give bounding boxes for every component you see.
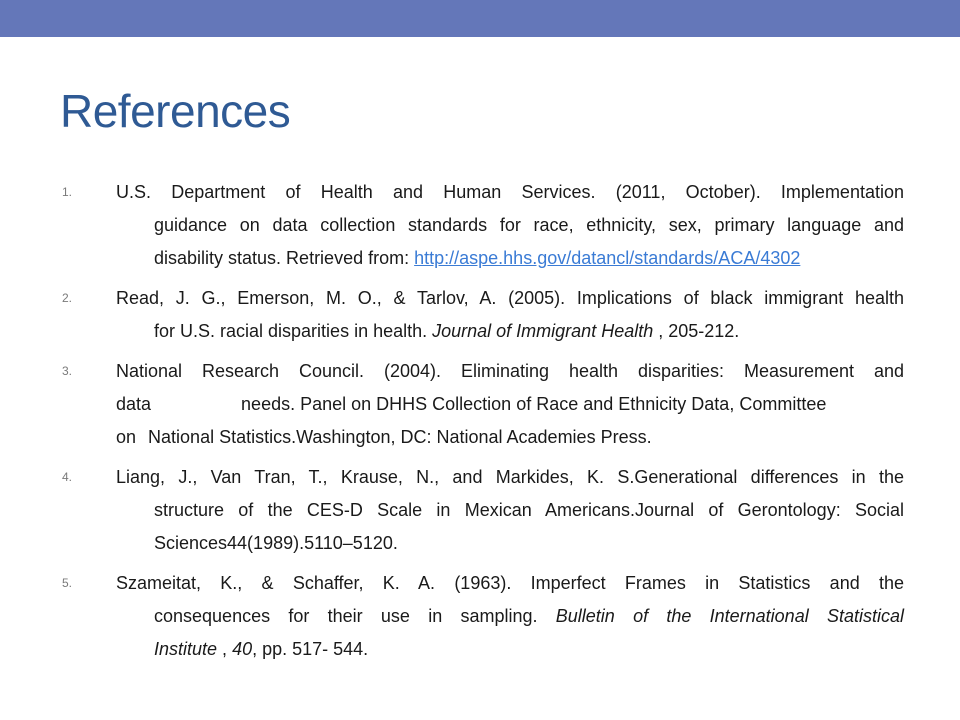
journal-title: Institute <box>154 639 218 659</box>
reference-line <box>116 388 904 421</box>
reference-text: , <box>217 639 233 659</box>
reference-text: disability status. Retrieved from: <box>154 248 415 268</box>
reference-line <box>116 600 904 633</box>
reference-text: for U.S. racial disparities in health. <box>154 321 433 341</box>
reference-text: , pp. 517- 544. <box>252 639 369 659</box>
reference-text: consequences for their use in sampling. <box>154 606 556 626</box>
reference-link[interactable]: http://aspe.hhs.gov/datancl/standards/ACA/4302 <box>414 248 801 268</box>
reference-text: data <box>116 394 152 414</box>
journal-title: Bulletin of the International Statistical <box>555 606 904 626</box>
reference-line: National Research Council. (2004). Eliminating health disparities: Measurement and <box>116 361 904 381</box>
reference-line <box>116 633 904 666</box>
reference-text: on <box>116 427 137 447</box>
reference-line: U.S. Department of Health and Human Services. (2011, October). Implementation <box>116 182 904 202</box>
reference-line: guidance on data collection standards for race, ethnicity, sex, primary language and <box>154 215 904 235</box>
journal-title: Journal of Immigrant Health <box>432 321 654 341</box>
volume-number: 40 <box>232 639 253 659</box>
reference-line: Szameitat, K., & Schaffer, K. A. (1963). Imperfect Frames in Statistics and the <box>116 573 904 593</box>
reference-line: Liang, J., Van Tran, T., Krause, N., and Markides, K. S.Generational differences in the <box>116 467 904 487</box>
reference-number: 2. <box>62 291 73 305</box>
reference-item-2 <box>62 282 904 348</box>
reference-item-3 <box>62 355 904 454</box>
reference-item-4 <box>62 461 904 560</box>
reference-text: , 205-212. <box>653 321 740 341</box>
reference-text: needs. Panel on DHHS Collection of Race and Ethnicity Data, Committee <box>241 394 827 414</box>
reference-item-5 <box>62 567 904 666</box>
reference-line <box>116 242 904 275</box>
reference-number: 5. <box>62 576 73 590</box>
reference-line: Sciences44(1989).5110–5120. <box>154 533 398 553</box>
reference-line <box>116 421 904 454</box>
slide-title: References <box>60 85 291 137</box>
reference-number: 1. <box>62 185 73 199</box>
reference-item-1 <box>62 176 904 275</box>
reference-line: structure of the CES-D Scale in Mexican Americans.Journal of Gerontology: Social <box>154 500 904 520</box>
reference-number: 3. <box>62 364 73 378</box>
reference-text: National Statistics.Washington, DC: National Academies Press. <box>148 427 652 447</box>
top-accent-bar <box>0 0 960 37</box>
reference-number: 4. <box>62 470 73 484</box>
reference-line: Read, J. G., Emerson, M. O., & Tarlov, A. (2005). Implications of black immigrant health <box>116 288 904 308</box>
reference-line <box>116 315 904 348</box>
reference-list <box>62 176 904 673</box>
